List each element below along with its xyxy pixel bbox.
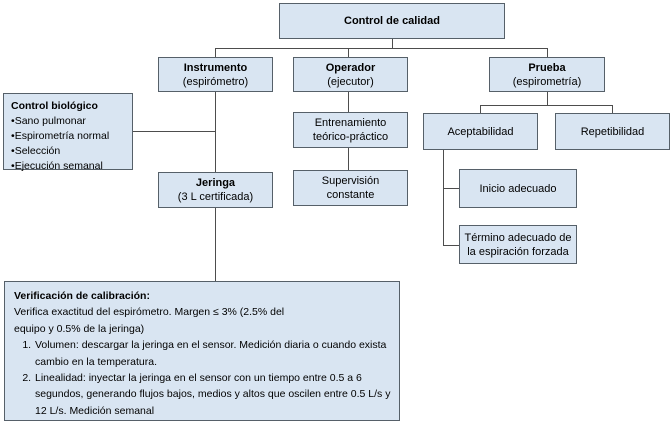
node-label: Prueba [528, 61, 566, 74]
verificacion-intro-line: Verifica exactitud del espirómetro. Margen ≤ 3% (2.5% del [14, 306, 285, 319]
node-label: Supervisión constante [321, 175, 380, 201]
list-item: • Espirometría normal [11, 129, 126, 144]
node-control-de-calidad [279, 3, 505, 39]
node-sublabel: (ejecutor) [327, 75, 374, 88]
connector-line [133, 131, 216, 132]
node-prueba [489, 57, 605, 92]
verificacion-title: Verificación de calibración: [14, 290, 150, 302]
node-sublabel: (espirómetro) [182, 75, 249, 88]
list-item: 1. Volumen: descargar la jeringa en el sensor. Medición diaria o cuando exista cambio en la temperatura. [34, 337, 391, 370]
list-item: • Selección [11, 144, 126, 159]
list-item: • Sano pulmonar [11, 114, 126, 129]
node-label: Repetibilidad [580, 125, 645, 138]
node-entrenamiento [293, 112, 408, 148]
node-label: Inicio adecuado [479, 182, 557, 195]
connector-line [443, 150, 444, 246]
connector-line [480, 105, 613, 106]
node-instrumento [158, 57, 273, 92]
node-label: Aceptabilidad [447, 125, 514, 138]
verificacion-intro-line: equipo y 0.5% de la jeringa) [14, 322, 145, 335]
list-item: 2. Linealidad: inyectar la jeringa en el sensor con un tiempo entre 0.5 a 6 segundos, generando flujos bajos, medios y altos que oscilen entre 0.5 L/s y 12 L/s. Medición semanal [34, 370, 391, 419]
control-biologico-title: Control biológico [11, 100, 98, 112]
connector-line [348, 148, 349, 171]
node-sublabel: (3 L certificada) [177, 191, 254, 203]
node-label: Operador [325, 61, 376, 74]
connector-line [215, 208, 216, 282]
node-label: Término adecuado de la espiración forzada [464, 231, 572, 258]
connector-line [348, 92, 349, 113]
node-supervision [293, 170, 408, 206]
connector-line [547, 92, 548, 106]
node-label: Instrumento [183, 61, 248, 74]
node-jeringa [158, 172, 273, 208]
connector-line [215, 48, 548, 49]
node-aceptabilidad [423, 113, 538, 150]
control-biologico-box [3, 93, 133, 170]
node-repetibilidad [555, 113, 670, 150]
node-termino-adecuado [459, 225, 577, 264]
node-label: Jeringa [195, 177, 236, 189]
connector-line [443, 245, 460, 246]
node-label: Entrenamiento teórico-práctico [312, 117, 389, 143]
connector-line [443, 188, 460, 189]
connector-line [215, 92, 216, 173]
node-operador [293, 57, 408, 92]
node-label: Control de calidad [344, 15, 440, 27]
verificacion-list [14, 337, 391, 419]
node-sublabel: (espirometría) [512, 75, 582, 88]
list-item: • Ejecución semanal [11, 159, 126, 174]
node-inicio-adecuado [459, 169, 577, 208]
verificacion-calibracion-box [4, 281, 400, 421]
control-biologico-list [11, 114, 126, 174]
